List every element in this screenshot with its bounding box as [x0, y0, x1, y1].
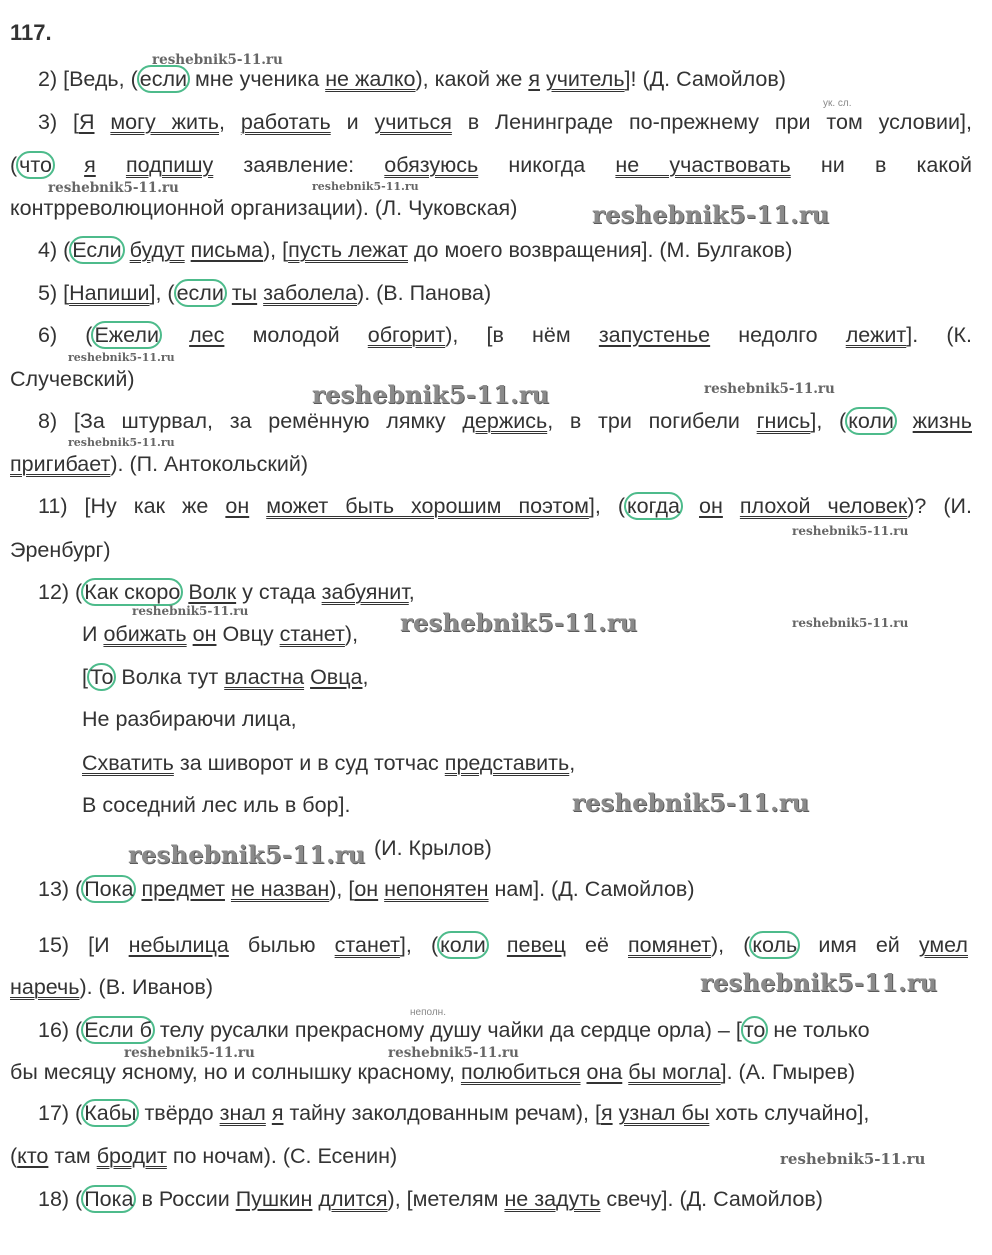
sentence-17-line-1: 17) (Кабы твёрдо знал я тайну заколдованным речам), [я узнал бы хоть случайно], — [38, 1101, 870, 1125]
sentence-16-line-1: 16) (Если б телу русалки прекрасному душу чайки да сердце орла) – [то не только — [38, 1018, 870, 1042]
sentence-13: 13) (Пока предмет не назван), [он непонятен нам]. (Д. Самойлов) — [38, 877, 695, 901]
watermark: reshebnik5-11.ru — [572, 788, 810, 817]
sentence-15-line-2: наречь). (В. Иванов) — [10, 975, 213, 999]
watermark: reshebnik5-11.ru — [592, 200, 830, 229]
watermark: reshebnik5-11.ru — [780, 1150, 926, 1168]
watermark: reshebnik5-11.ru — [68, 436, 175, 449]
note-uk-sl: ук. сл. — [823, 98, 852, 109]
sentence-3-line-2: (что я подпишу заявление: обязуюсь никогда не участвовать ни в какой — [10, 153, 972, 177]
sentence-6-line-2: Случевский) — [10, 367, 135, 391]
sentence-17-line-2: (кто там бродит по ночам). (С. Есенин) — [10, 1144, 398, 1168]
watermark: reshebnik5-11.ru — [704, 381, 835, 397]
watermark: reshebnik5-11.ru — [388, 1045, 519, 1061]
sentence-12-line-3: [То Волка тут властна Овца, — [82, 665, 369, 689]
sentence-12-line-6: В соседний лес иль в бор]. — [82, 793, 351, 817]
sentence-12-line-1: 12) (Как скоро Волк у стада забуянит, — [38, 580, 415, 604]
sentence-18: 18) (Пока в России Пушкин длится), [метелям не задуть свечу]. (Д. Самойлов) — [38, 1187, 823, 1211]
watermark: reshebnik5-11.ru — [700, 968, 938, 997]
sentence-11-line-1: 11) [Ну как же он может быть хорошим поэтом], (когда он плохой человек)? (И. — [38, 494, 972, 518]
sentence-8-line-1: 8) [За штурвал, за ремённую лямку держись, в три погибели гнись], (коли жизнь — [38, 409, 972, 433]
note-nepoln: неполн. — [410, 1007, 446, 1018]
watermark: reshebnik5-11.ru — [312, 180, 419, 193]
sentence-6-line-1: 6) (Ежели лес молодой обгорит), [в нём запустенье недолго лежит]. (К. — [38, 323, 973, 347]
sentence-2: 2) [Ведь, (если мне ученика не жалко), какой же я учитель]! (Д. Самойлов) — [38, 67, 786, 91]
sentence-8-line-2: пригибает). (П. Антокольский) — [10, 452, 309, 476]
watermark: reshebnik5-11.ru — [400, 608, 638, 637]
watermark: reshebnik5-11.ru — [312, 380, 550, 409]
sentence-5: 5) [Напиши], (если ты заболела). (В. Панова) — [38, 281, 492, 305]
sentence-12-line-4: Не разбираючи лица, — [82, 707, 297, 731]
watermark: reshebnik5-11.ru — [124, 1045, 255, 1061]
watermark: reshebnik5-11.ru — [792, 524, 909, 538]
sentence-4: 4) (Если будут письма), [пусть лежат до моего возвращения]. (М. Булгаков) — [38, 238, 793, 262]
sentence-12-line-2: И обижать он Овцу станет), — [82, 622, 359, 646]
sentence-3-line-3: контрреволюционной организации). (Л. Чуковская) — [10, 196, 518, 220]
watermark: reshebnik5-11.ru — [152, 52, 283, 68]
watermark: reshebnik5-11.ru — [68, 351, 175, 364]
sentence-3-line-1: 3) [Я могу жить, работать и учиться в Ленинграде по-прежнему при том условии], — [38, 110, 972, 134]
sentence-12-line-5: Схватить за шиворот и в суд тотчас представить, — [82, 751, 576, 775]
exercise-number: 117. — [10, 20, 52, 45]
sentence-16-line-2: бы месяцу ясному, но и солнышку красному, полюбиться она бы могла]. (А. Гмырев) — [10, 1060, 856, 1084]
watermark: reshebnik5-11.ru — [792, 616, 909, 630]
sentence-11-line-2: Эренбург) — [10, 538, 111, 562]
watermark: reshebnik5-11.ru — [128, 840, 366, 869]
watermark: reshebnik5-11.ru — [48, 180, 179, 196]
sentence-15-line-1: 15) [И небылица былью станет], (коли певец её помянет), (коль имя ей умел — [38, 933, 968, 957]
watermark: reshebnik5-11.ru — [132, 604, 249, 618]
sentence-12-author: (И. Крылов) — [374, 836, 492, 860]
